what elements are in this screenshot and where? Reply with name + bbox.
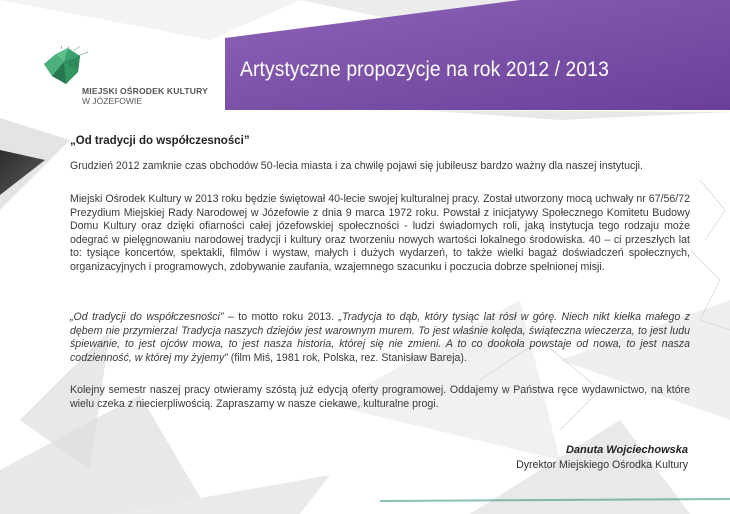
title-banner <box>225 0 730 110</box>
logo-title: MIEJSKI OŚRODEK KULTURY <box>82 86 208 96</box>
motto-text: – to motto roku 2013. <box>223 311 339 323</box>
signature-role: Dyrektor Miejskiego Ośrodka Kultury <box>516 459 688 471</box>
film-quote: „Tradycja to dąb, który tysiąc lat rósł w górę. Niech nikt kiełka małego z dębem nie przymierza! Tradycja naszych dziejów jest warownym murem. To jest właśnie kolęda, świąteczna wieczerza, to jest ludu śpiewanie, to jest ojców mowa, to jest nasza historia, której się nie zmieni. A to co dookoła powstaje od nowa, to jest nasza codzienność, w której my żyjemy” <box>70 311 690 364</box>
paragraph-2: Miejski Ośrodek Kultury w 2013 roku będzie świętował 40-lecie swojej kulturalnej pracy. Został utworzony mocą uchwały nr 67/56/72 Prezydium Miejskiej Rady Narodowej w Józefowie z dnia 9 marca 1972 roku. Powstał z inicjatywy Społecznego Komitetu Budowy Domu Kultury oraz dzięki ofiarności całej józefowskiej społeczności - ludzi świadomych roli, jaką instytucja tego rodzaju może odegrać w pielęgnowaniu narodowej tradycji i kultury oraz tworzeniu nowych wartości lokalnego środowiska. 40 – ci przeszłych lat to: tysiące koncertów, spektakli, filmów i wystaw, małych i dużych wydarzeń, to także wielki bagaż doświadczeń społecznych, organizacyjnych i programowych, zdobywanie zaufania, wzajemnego szacunku i poczucia dobrze spełnionej misji. <box>70 193 690 273</box>
motto-quote: „Od tradycji do współczesności” <box>70 311 224 323</box>
paragraph-1: Grudzień 2012 zamknie czas obchodów 50-lecia miasta i za chwilę pojawi się jubileusz bardzo ważny dla naszej instytucji. <box>70 160 643 172</box>
page-title: Artystyczne propozycje na rok 2012 / 2013 <box>240 58 609 81</box>
signature-name: Danuta Wojciechowska <box>565 444 688 456</box>
paragraph-3 <box>70 311 690 365</box>
logo-subtitle: W JÓZEFOWIE <box>82 96 142 106</box>
article-subtitle: „Od tradycji do współczesności” <box>70 135 250 147</box>
paragraph-4: Kolejny semestr naszej pracy otwieramy szóstą już edycją oferty programowej. Oddajemy w Państwa ręce wydawnictwo, na które wielu czeka z niecierpliwością. Zapraszamy w nasze ciekawe, kulturalne progi. <box>70 384 690 410</box>
film-citation: (film Miś, 1981 rok, Polska, rez. Stanisław Bareja). <box>227 351 467 364</box>
pinecone-icon <box>44 46 88 84</box>
